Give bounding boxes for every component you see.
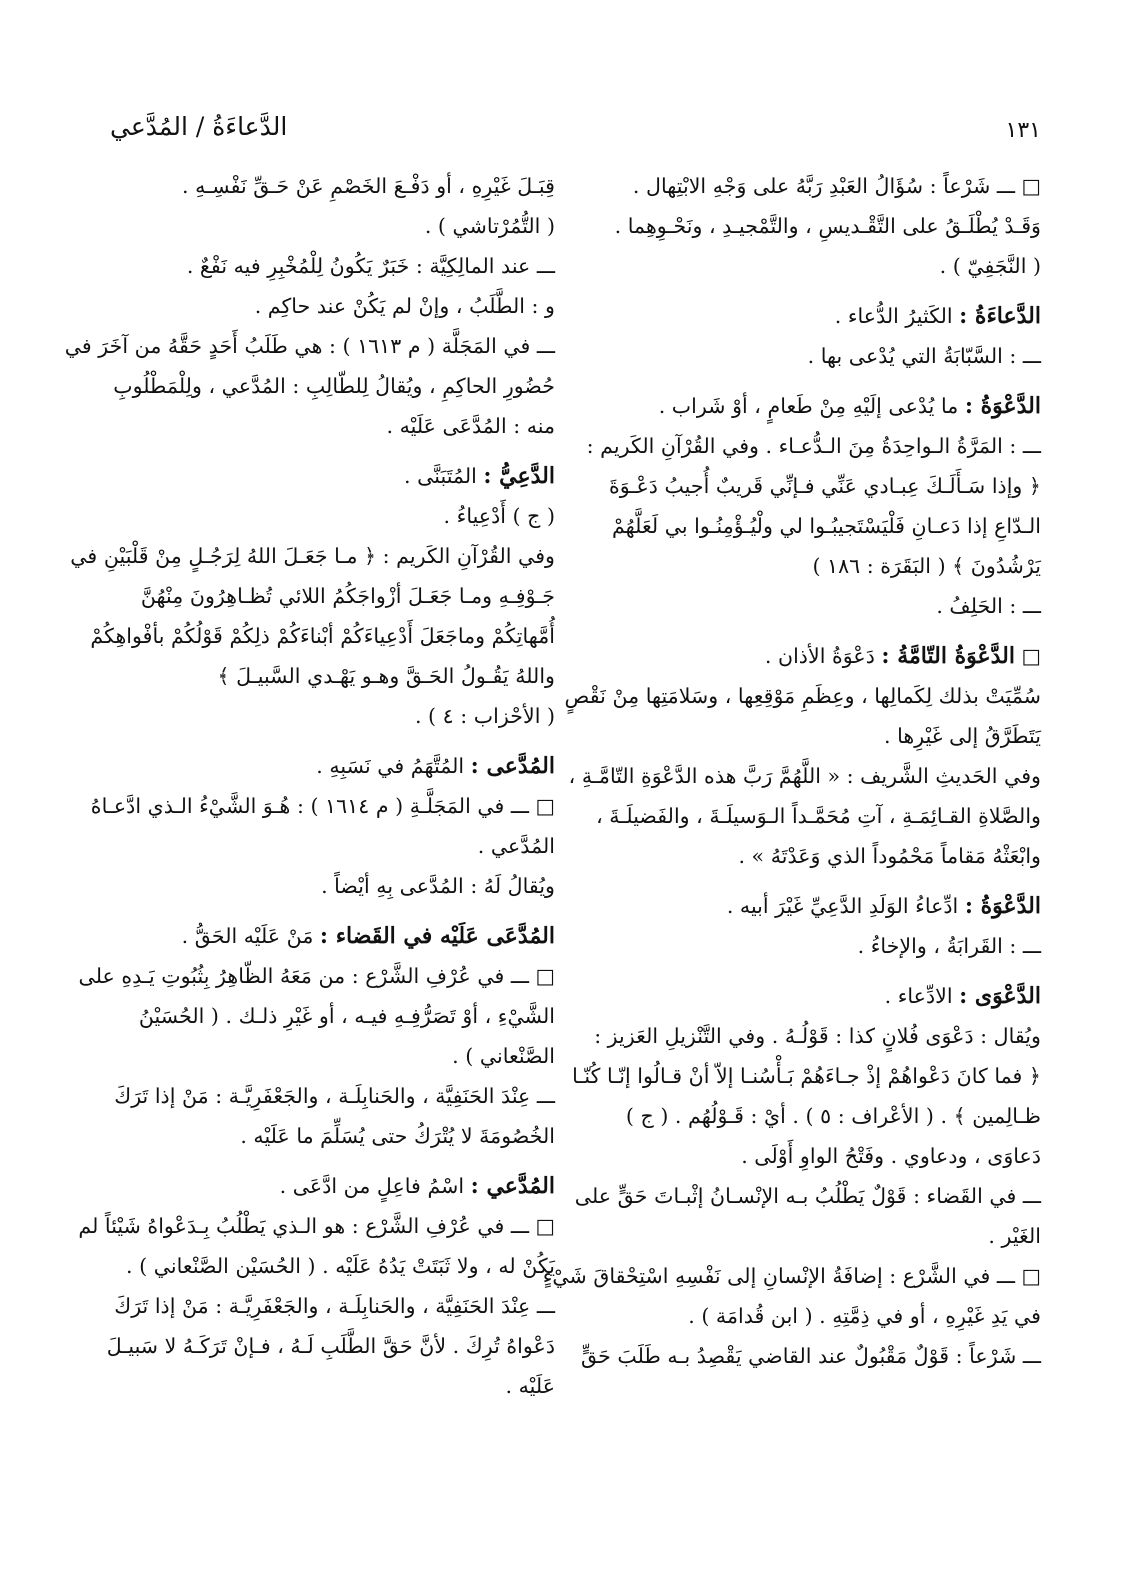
entry-line: أُمَّهاتِكُمْ وماجَعَلَ أَدْعِياءَكُمْ أبْناءَكُمْ ذلِكُمْ قَوْلُكُمْ بأفْواهِكُمْ <box>90 624 555 648</box>
entry-line: ( الأحْزاب : ٤ ) . <box>414 704 555 728</box>
right-column <box>542 166 1041 1376</box>
dictionary-entry <box>78 1166 555 1406</box>
entry-line: الـدّاعِ إذا دَعـانِ فَلْيَسْتَجيبُـوا لي ولْيُـؤْمِنُـوا بي لَعَلَّهُمْ <box>611 514 1041 538</box>
dictionary-entry <box>589 166 1041 286</box>
entry-line: ـــ في القَضاء : قَوْلٌ يَطْلُبُ بـه الإنْسـانُ إثْبـاتَ حَقٍّ على <box>574 1184 1041 1208</box>
entry-line: وَقَـدْ يُطْلَـقُ على التَّقْـديسِ ، والتَّمْجيـدِ ، ونَحْـوِهِما . <box>614 214 1041 238</box>
dictionary-entry <box>542 976 1041 1376</box>
entry-line: الدَّعاءَةُ : الكَثيرُ الدُّعاء . <box>834 303 1041 329</box>
entry-line: يَكُنْ له ، ولا ثَبَتَتْ يَدُهُ عَلَيْه . ( الحُسَيْن الصَّنْعاني ) . <box>126 1254 555 1278</box>
entry-line: منه : المُدَّعَى عَلَيْه . <box>386 414 555 438</box>
entry-line: ﴿ وإذا سَـأَلَـكَ عِبـادي عَنِّي فـإنِّي قَريبٌ أُجيبُ دَعْـوَةَ <box>608 474 1041 498</box>
entry-line: □ ـــ في عُرْفِ الشَّرْع : هو الـذي يَطْلُبُ بِـدَعْواهُ شَيْئاً لم <box>78 1214 555 1238</box>
entry-line: ـــ : الحَلِفُ . <box>936 594 1041 618</box>
entry-line: ويُقالُ لَهُ : المُدَّعى بِهِ أيْضاً . <box>321 874 555 898</box>
entry-line: وفي القُرْآنِ الكَريم : ﴿ مـا جَعَـلَ اللهُ لِرَجُـلٍ مِنْ قَلْبَيْنِ في <box>70 544 555 568</box>
entry-line: ( النَّجَفِيّ ) . <box>939 254 1041 278</box>
headword: المُدَّعى : <box>470 753 555 779</box>
entry-line: واللهُ يَقُـولُ الحَـقَّ وهـو يَهْـدي السَّبيـلَ ﴾ <box>217 664 555 688</box>
entry-line: الخُصُومَةَ لا يُتْرَكُ حتى يُسَلِّمَ ما عَلَيْه . <box>240 1124 555 1148</box>
entry-line: □ ـــ شَرْعاً : سُؤَالُ العَبْدِ رَبَّهُ على وَجْهِ الابْتِهال . <box>632 174 1041 198</box>
headword: المُدَّعي : <box>470 1173 555 1199</box>
entry-line: الصَّنْعاني ) . <box>452 1044 555 1068</box>
entry-line: والصَّلاةِ القـائِمَـةِ ، آتِ مُحَمَّـداً الـوَسيلَـةَ ، والفَضيلَـةَ ، <box>596 804 1041 828</box>
entry-line: المُدَّعى : المُتَّهَمُ في نَسَبِهِ . <box>316 753 555 779</box>
entry-line: ( ج ) أَدْعِياءُ . <box>443 504 555 528</box>
headword: الدَّعِيُّ : <box>483 463 555 489</box>
headword: الدَّعْوَى : <box>959 983 1041 1009</box>
entry-line: ـــ عِنْدَ الحَنَفِيَّة ، والحَنابِلَـة ، والجَعْفَرِيَّـة : مَنْ إذا تَرَكَ <box>114 1294 555 1318</box>
dictionary-entry <box>70 456 555 736</box>
entry-line: الدَّعِيُّ : المُتَبَنَّى . <box>404 463 555 489</box>
entry-line: □ ـــ في المَجَلَّـةِ ( م ١٦١٤ ) : هُـوَ الشَّيْءُ الـذي ادَّعـاهُ <box>90 794 555 818</box>
entry-line: وفي الحَديثِ الشَّريف : « اللَّهُمَّ رَبَّ هذه الدَّعْوَةِ التّامَّـةِ ، <box>568 764 1041 788</box>
entry-line: دَعاوَى ، ودعاوي . وفَتْحُ الواوِ أَوْلَى . <box>741 1144 1041 1168</box>
entry-line: الدَّعْوَةُ : ما يُدْعى إلَيْهِ مِنْ طَعامٍ ، أوْ شَراب . <box>658 393 1041 419</box>
entry-line: سُمِّيَتْ بذلك لِكَمالِها ، وعِظَمِ مَوْقِعِها ، وسَلامَتِها مِنْ نَقْصٍ <box>564 684 1041 708</box>
dictionary-entry <box>78 916 555 1156</box>
entry-line: يَرْشُدُونَ ﴾ ( البَقَرَة : ١٨٦ ) <box>812 554 1041 578</box>
entry-line: وابْعَثْهُ مَقاماً مَحْمُوداً الذي وَعَدْتَهُ » . <box>738 844 1041 868</box>
entry-line: ( التُّمُرْتاشي ) . <box>424 214 555 238</box>
dictionary-entry <box>586 386 1041 626</box>
entry-line: ـــ عِنْدَ الحَنَفِيَّة ، والحَنابِلَـة ، والجَعْفَرِيَّـة : مَنْ إذا تَرَكَ <box>114 1084 555 1108</box>
page-number: ١٣١ <box>1005 118 1041 143</box>
entry-line: □ الدَّعْوَةُ التّامَّةُ : دَعْوَةُ الأذان . <box>764 643 1041 669</box>
headword: الدَّعْوَةُ التّامَّةُ : <box>881 643 1015 669</box>
headword: الدَّعْوَةُ : <box>964 893 1041 919</box>
entry-line: الغَيْر . <box>988 1224 1041 1248</box>
entry-line: ـــ : السَّبّابَةُ التي يُدْعى بها . <box>807 344 1041 368</box>
entry-line: الدَّعْوَى : الادِّعاء . <box>884 983 1041 1009</box>
entry-line: ـــ : القَرابَةُ ، والإخاءُ . <box>857 934 1041 958</box>
entry-line: قِبَـلَ غَيْرِهِ ، أو دَفْـعَ الخَصْمِ عَنْ حَـقِّ نَفْسِـهِ . <box>182 174 555 198</box>
entry-line: ظـالِمين ﴾ . ( الأعْراف : ٥ ) . أيْ : قَـوْلُهُم . ( ج ) <box>625 1104 1041 1128</box>
entry-line: المُدَّعي . <box>477 834 555 858</box>
entry-line: ـــ عند المالِكِيَّة : خَبَرٌ يَكُونُ لِلْمُخْبِرِ فيه نَفْعٌ . <box>186 254 555 278</box>
entry-line: ـــ شَرْعاً : قَوْلٌ مَقْبُولٌ عند القاضي يَقْصِدُ بـه طَلَبَ حَقٍّ <box>580 1344 1041 1368</box>
entry-line: و : الطَّلَبُ ، وإنْ لم يَكُنْ عند حاكِم . <box>254 294 555 318</box>
entry-line: الدَّعْوَةُ : ادِّعاءُ الوَلَدِ الدَّعِيِّ غَيْرَ أبيه . <box>726 893 1041 919</box>
entry-line: الشَّيْءِ ، أوْ تَصَرُّفِـهِ فيـه ، أو غَيْرِ ذلـك . ( الحُسَيْنُ <box>138 1004 555 1028</box>
entry-line: يَتَطَرَّقُ إلى غَيْرِها . <box>883 724 1041 748</box>
entry-line: حُضُورِ الحاكِمِ ، ويُقالُ لِلطّالِبِ : المُدَّعي ، ولِلْمَطْلُوبِ <box>113 374 555 398</box>
entry-line: دَعْواهُ تُرِكَ . لأنَّ حَقَّ الطَّلَبِ لَـهُ ، فـإنْ تَرَكَـهُ لا سَبيـلَ <box>106 1334 555 1358</box>
entry-line: في يَدِ غَيْرِهِ ، أو في ذِمَّتِهِ . ( ابن قُدامَة ) . <box>688 1304 1041 1328</box>
entry-line: ﴿ فما كانَ دَعْواهُمْ إذْ جـاءَهُمْ بَـأْسُنـا إلاّ أنْ قـالُوا إنّـا كُنّـا <box>572 1064 1041 1088</box>
entry-line: المُدَّعي : اسْمُ فاعِلٍ من ادَّعَى . <box>279 1173 555 1199</box>
entry-line: ويُقال : دَعْوَى فُلانٍ كذا : قَوْلُـهُ . وفي التَّنْزيلِ العَزيز : <box>594 1024 1041 1048</box>
running-head: الدَّعاءَةُ / المُدَّعي <box>110 112 288 141</box>
headword: المُدَّعَى عَلَيْه في القَضاء : <box>319 923 555 949</box>
headword: الدَّعْوَةُ : <box>964 393 1041 419</box>
entry-line: □ ـــ في الشَّرْع : إضافَةُ الإنْسانِ إلى نَفْسِهِ اسْتِحْقاقَ شَيْءٍ <box>542 1264 1041 1288</box>
dictionary-entry <box>589 886 1041 966</box>
entry-line: □ ـــ في عُرْفِ الشَّرْع : من مَعَهُ الظّاهِرُ بِثُبُوتِ يَـدِهِ على <box>78 964 555 988</box>
dictionary-entry <box>64 166 555 446</box>
dictionary-entry <box>589 296 1041 376</box>
entry-line: جَـوْفِـهِ ومـا جَعَـلَ أزْواجَكُمُ اللائي تُظـاهِرُونَ مِنْهُنَّ <box>140 584 555 608</box>
headword: الدَّعاءَةُ : <box>959 303 1041 329</box>
entry-line: ـــ في المَجَلَّة ( م ١٦١٣ ) : هي طَلَبُ أَحَدٍ حَقَّهُ من آخَرَ في <box>64 334 555 358</box>
left-column <box>64 166 555 1406</box>
entry-line: ـــ : المَرَّةُ الـواحِدَةُ مِنَ الـدُّعـاء . وفي القُرْآنِ الكَريم : <box>586 434 1041 458</box>
entry-line: عَلَيْه . <box>505 1374 555 1398</box>
dictionary-entry <box>564 636 1041 876</box>
entry-line: المُدَّعَى عَلَيْه في القَضاء : مَنْ عَلَيْه الحَقُّ . <box>181 923 555 949</box>
dictionary-entry <box>90 746 555 906</box>
